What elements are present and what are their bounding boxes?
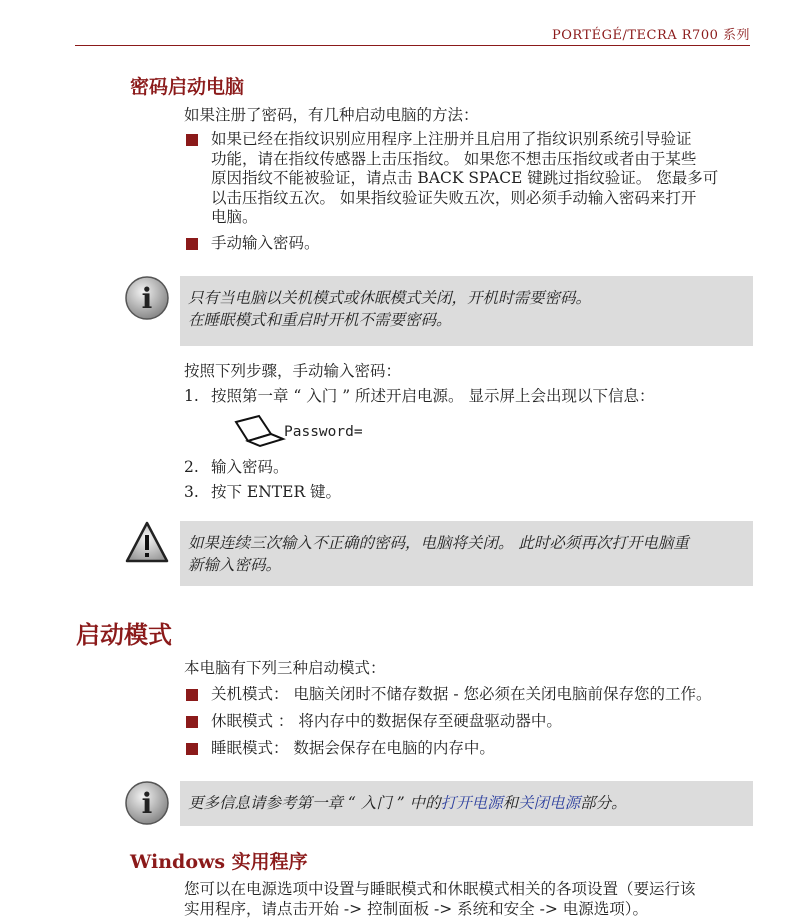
warning-line: 如果连续三次输入不正确的密码，电脑将关闭。 此时必须再次打开电脑重: [188, 532, 689, 554]
info-icon: [124, 780, 170, 826]
section-title-boot-modes: 启动模式: [76, 615, 172, 650]
warning-text: [188, 532, 689, 576]
bullet-line: 电脑。: [211, 208, 756, 228]
bullet-line: 以击压指纹五次。 如果指纹验证失败五次，则必须手动输入密码来打开: [211, 189, 756, 209]
utilities-line: 实用程序，请点击开始 -> 控制面板 -> 系统和安全 -> 电源选项）。: [184, 900, 696, 919]
note-line: 只有当电脑以关机模式或休眠模式关闭，开机时需要密码。: [188, 287, 591, 309]
svg-text:i: i: [142, 282, 153, 315]
step-3: 按下 ENTER 键。: [211, 483, 341, 503]
bullet-marker: [186, 689, 198, 701]
password-prompt: Password=: [284, 424, 363, 440]
bullet-marker: [186, 238, 198, 250]
bullet-sleep-mode: 睡眠模式： 数据会保存在电脑的内存中。: [211, 739, 495, 759]
warning-icon: [124, 520, 170, 566]
utilities-line: 您可以在电源选项中设置与睡眠模式和休眠模式相关的各项设置（要运行该: [184, 880, 696, 900]
running-header: PORTÉGÉ/TECRA R700 系列: [552, 24, 750, 43]
bullet-marker: [186, 716, 198, 728]
bullet-marker: [186, 743, 198, 755]
intro-text: 如果注册了密码，有几种启动电脑的方法：: [184, 106, 479, 126]
bullet-line: 如果已经在指纹识别应用程序上注册并且启用了指纹识别系统引导验证: [211, 130, 756, 150]
note-segment: 和: [503, 794, 519, 812]
bullet-hibernate-mode: 休眠模式 ： 将内存中的数据保存至硬盘驱动器中。: [211, 712, 562, 732]
bullet-fingerprint: [211, 130, 756, 228]
note-segment: 部分。: [580, 794, 627, 812]
note-line: 在睡眠模式和重启时开机不需要密码。: [188, 309, 591, 331]
step-1: 按照第一章 “ 入门 ” 所述开启电源。 显示屏上会出现以下信息：: [211, 387, 655, 407]
section-title-windows-utilities: Windows 实用程序: [130, 847, 308, 874]
note-segment: 更多信息请参考第一章 “ 入门 ” 中的: [188, 794, 441, 812]
svg-text:i: i: [142, 787, 153, 820]
info-icon: [124, 275, 170, 321]
warning-line: 新输入密码。: [188, 554, 689, 576]
link-power-off[interactable]: 关闭电源: [518, 794, 580, 812]
note-text: [188, 792, 627, 814]
bullet-shutdown-mode: 关机模式： 电脑关闭时不储存数据 - 您必须在关闭电脑前保存您的工作。: [211, 685, 712, 705]
steps-intro: 按照下列步骤，手动输入密码：: [184, 362, 401, 382]
laptop-icon: [233, 414, 287, 448]
bullet-line: 原因指纹不能被验证，请点击 BACK SPACE 键跳过指纹验证。 您最多可: [211, 169, 756, 189]
link-power-on[interactable]: 打开电源: [441, 794, 503, 812]
bullet-manual-password: 手动输入密码。: [211, 234, 320, 254]
bullet-marker: [186, 134, 198, 146]
utilities-text: [184, 880, 696, 919]
bullet-line: 功能，请在指纹传感器上击压指纹。 如果您不想击压指纹或者由于某些: [211, 150, 756, 170]
note-text: [188, 287, 591, 331]
step-2: 输入密码。: [211, 458, 289, 478]
section-title-password-boot: 密码启动电脑: [130, 72, 244, 99]
step-number: 1.: [184, 387, 199, 407]
header-rule: [75, 45, 750, 46]
step-number: 2.: [184, 458, 199, 478]
modes-intro: 本电脑有下列三种启动模式：: [184, 659, 386, 679]
step-number: 3.: [184, 483, 199, 503]
